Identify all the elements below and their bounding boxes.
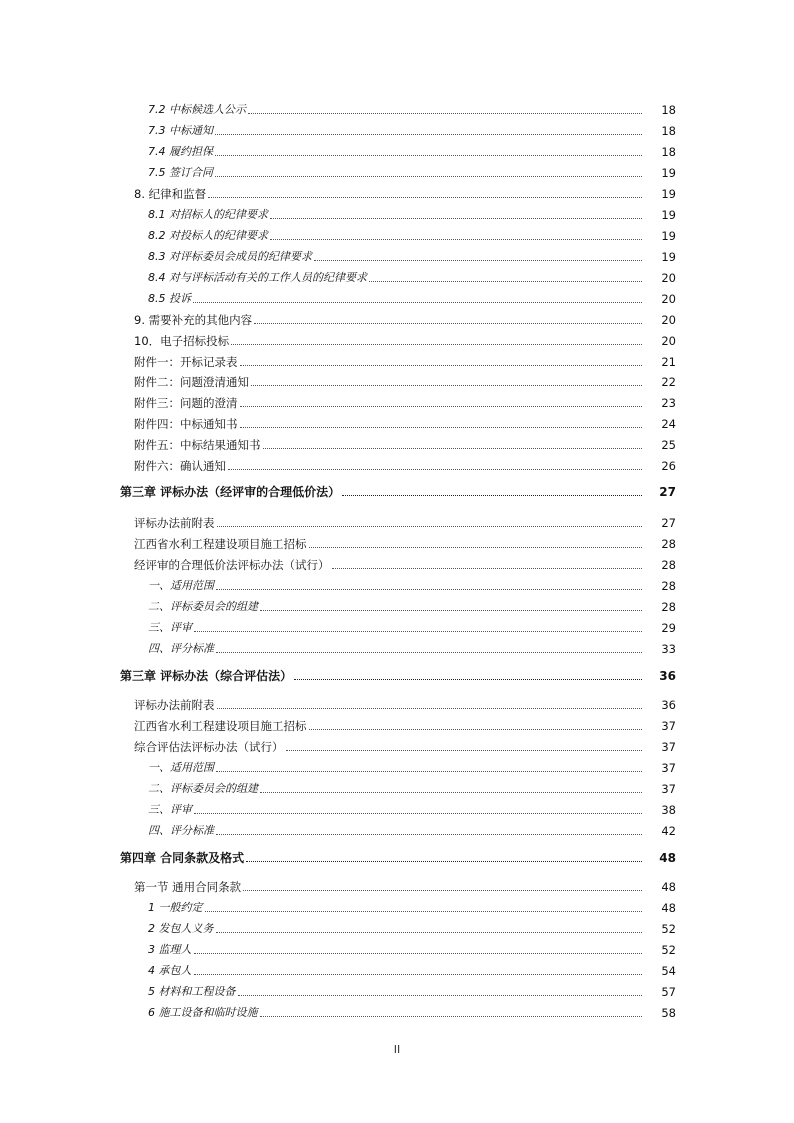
toc-chapter-entry[interactable] [120,847,676,865]
toc-entry-title: 经评审的合理低价法评标办法（试行） [134,558,330,572]
dot-leader [369,281,642,282]
toc-entry[interactable] [148,757,676,775]
toc-entry-title: 5 材料和工程设备 [148,985,236,998]
toc-entry-title: 6 施工设备和临时设施 [148,1006,258,1019]
toc-entry-title: 1 一般约定 [148,901,203,914]
dot-leader [193,302,642,303]
toc-entry[interactable] [134,413,676,431]
toc-entry-title: 7.3 中标通知 [148,124,213,137]
dot-leader [231,344,642,345]
toc-entry-title: 4 承包人 [148,964,192,977]
dot-leader [332,568,643,569]
toc-entry[interactable] [148,141,676,159]
dot-leader [194,953,643,954]
toc-entry-page: 18 [661,145,676,159]
dot-leader [254,323,642,324]
toc-entry-title: 综合评估法评标办法（试行） [134,740,284,754]
toc-entry-page: 52 [661,943,676,957]
toc-entry-title: 附件五：中标结果通知书 [134,438,261,452]
toc-entry-title: 7.5 签订合同 [148,166,213,179]
toc-entry-page: 18 [661,103,676,117]
toc-entry-page: 42 [661,824,676,838]
toc-entry-title: 2 发包人义务 [148,922,214,935]
toc-entry[interactable] [134,533,676,551]
dot-leader [263,448,643,449]
toc-entry[interactable] [134,434,676,452]
toc-entry-title: 8.4 对与评标活动有关的工作人员的纪律要求 [148,271,367,284]
toc-entry-title: 9. 需要补充的其他内容 [134,313,253,327]
dot-leader [194,631,642,632]
dot-leader [216,932,643,933]
toc-entry-page: 23 [661,396,676,410]
dot-leader [314,260,642,261]
toc-entry[interactable] [148,820,676,838]
toc-entry-title: 7.2 中标候选人公示 [148,103,246,116]
toc-entry-page: 28 [661,579,676,593]
toc-entry-title: 四、评分标准 [148,824,214,837]
toc-entry[interactable] [148,939,676,957]
dot-leader [251,385,642,386]
toc-entry[interactable] [148,575,676,593]
toc-entry-page: 18 [661,124,676,138]
dot-leader [294,679,642,680]
toc-entry-title: 江西省水利工程建设项目施工招标 [134,719,307,733]
toc-entry-page: 54 [661,964,676,978]
dot-leader [216,771,642,772]
dot-leader [216,652,642,653]
toc-entry[interactable] [134,694,676,712]
toc-entry-title: 8. 纪律和监督 [134,187,207,201]
toc-entry[interactable] [148,162,676,180]
toc-entry-page: 21 [661,355,676,369]
toc-entry-title: 8.2 对投标人的纪律要求 [148,229,268,242]
toc-entry-page: 19 [661,187,676,201]
toc-entry[interactable] [148,288,676,306]
toc-entry[interactable] [134,183,676,201]
toc-entry-page: 20 [661,334,676,348]
toc-entry[interactable] [148,246,676,264]
toc-entry-title: 三、评审 [148,803,192,816]
dot-leader [240,365,643,366]
toc-entry-title: 三、评审 [148,621,192,634]
toc-entry-page: 27 [661,516,676,530]
toc-entry-title: 二、评标委员会的组建 [148,600,258,613]
toc-entry-page: 48 [661,901,676,915]
dot-leader [216,589,642,590]
toc-entry-page: 20 [661,292,676,306]
toc-entry-title: 7.4 履约担保 [148,145,213,158]
toc-entry[interactable] [148,267,676,285]
toc-entry-page: 48 [661,880,676,894]
dot-leader [260,792,642,793]
toc-entry-title: 一、适用范围 [148,579,214,592]
dot-leader [342,495,642,496]
dot-leader [243,890,642,891]
toc-entry[interactable] [148,617,676,635]
toc-entry-title: 8.5 投诉 [148,292,191,305]
toc-entry-page: 37 [661,761,676,775]
toc-entry-page: 24 [661,417,676,431]
toc-entry-page: 36 [661,698,676,712]
dot-leader [217,526,643,527]
toc-entry-page: 52 [661,922,676,936]
toc-entry-title: 附件一：开标记录表 [134,355,238,369]
toc-entry[interactable] [134,455,676,473]
toc-entry-page: 28 [661,600,676,614]
toc-entry-page: 48 [659,851,676,865]
dot-leader [286,750,643,751]
toc-entry-title: 附件三：问题的澄清 [134,396,238,410]
toc-entry-title: 评标办法前附表 [134,698,215,712]
dot-leader [238,995,643,996]
toc-entry[interactable] [148,778,676,796]
toc-entry-page: 38 [661,803,676,817]
toc-entry[interactable] [148,204,676,222]
toc-entry-page: 20 [661,313,676,327]
toc-entry[interactable] [148,225,676,243]
dot-leader [240,427,643,428]
toc-entry-page: 57 [661,985,676,999]
dot-leader [205,911,643,912]
toc-entry-page: 19 [661,250,676,264]
toc-entry[interactable] [134,512,676,530]
toc-entry[interactable] [148,897,676,915]
toc-entry[interactable] [148,1002,676,1020]
toc-entry-title: 附件六：确认通知 [134,459,226,473]
toc-entry[interactable] [134,351,676,369]
toc-entry-page: 19 [661,208,676,222]
toc-entry-title: 3 监理人 [148,943,192,956]
toc-entry[interactable] [148,918,676,936]
dot-leader [217,708,643,709]
dot-leader [309,547,643,548]
toc-entry-page: 29 [661,621,676,635]
toc-entry[interactable] [134,330,676,348]
dot-leader [260,610,642,611]
toc-entry[interactable] [148,596,676,614]
toc-entry-title: 第三章 评标办法（经评审的合理低价法） [120,485,341,499]
toc-entry-page: 37 [661,719,676,733]
dot-leader [194,974,643,975]
dot-leader [246,861,642,862]
toc-entry-title: 四、评分标准 [148,642,214,655]
toc-entry-title: 第四章 合同条款及格式 [120,851,245,865]
toc-entry-page: 22 [661,375,676,389]
dot-leader [215,155,642,156]
toc-entry[interactable] [148,960,676,978]
toc-entry[interactable] [134,371,676,389]
dot-leader [240,406,643,407]
toc-entry-page: 58 [661,1006,676,1020]
toc-entry-page: 19 [661,229,676,243]
toc-entry[interactable] [134,309,676,327]
toc-entry-page: 25 [661,438,676,452]
toc-entry[interactable] [134,876,676,894]
toc-entry[interactable] [148,799,676,817]
dot-leader [260,1016,643,1017]
toc-entry-title: 10．电子招标投标 [134,334,230,348]
toc-entry-title: 附件四：中标通知书 [134,417,238,431]
dot-leader [270,239,642,240]
toc-entry-page: 33 [661,642,676,656]
toc-entry[interactable] [148,120,676,138]
toc-entry-title: 一、适用范围 [148,761,214,774]
toc-entry[interactable] [134,736,676,754]
dot-leader [208,197,642,198]
dot-leader [248,113,642,114]
dot-leader [228,469,642,470]
dot-leader [270,218,642,219]
toc-entry-title: 8.1 对招标人的纪律要求 [148,208,268,221]
page-number: II [393,1043,401,1056]
toc-entry-title: 第三章 评标办法（综合评估法） [120,669,293,683]
dot-leader [215,176,642,177]
dot-leader [215,134,642,135]
toc-entry-page: 28 [661,537,676,551]
toc-entry-page: 27 [659,485,676,499]
toc-entry-title: 二、评标委员会的组建 [148,782,258,795]
toc-entry-page: 28 [661,558,676,572]
toc-entry-page: 37 [661,782,676,796]
toc-entry-page: 36 [659,669,676,683]
toc-entry-title: 评标办法前附表 [134,516,215,530]
toc-chapter-entry[interactable] [120,481,676,499]
toc-entry[interactable] [148,638,676,656]
toc-entry-title: 附件二：问题澄清通知 [134,375,249,389]
toc-entry[interactable] [134,715,676,733]
dot-leader [309,729,643,730]
dot-leader [216,834,642,835]
toc-entry-page: 19 [661,166,676,180]
toc-entry[interactable] [134,392,676,410]
toc-entry-page: 20 [661,271,676,285]
toc-entry[interactable] [134,554,676,572]
dot-leader [194,813,642,814]
toc-entry[interactable] [148,981,676,999]
toc-entry[interactable] [148,99,676,117]
toc-entry-title: 第一节 通用合同条款 [134,880,242,894]
toc-chapter-entry[interactable] [120,665,676,683]
toc-entry-page: 37 [661,740,676,754]
toc-entry-title: 江西省水利工程建设项目施工招标 [134,537,307,551]
toc-entry-title: 8.3 对评标委员会成员的纪律要求 [148,250,312,263]
toc-entry-page: 26 [661,459,676,473]
